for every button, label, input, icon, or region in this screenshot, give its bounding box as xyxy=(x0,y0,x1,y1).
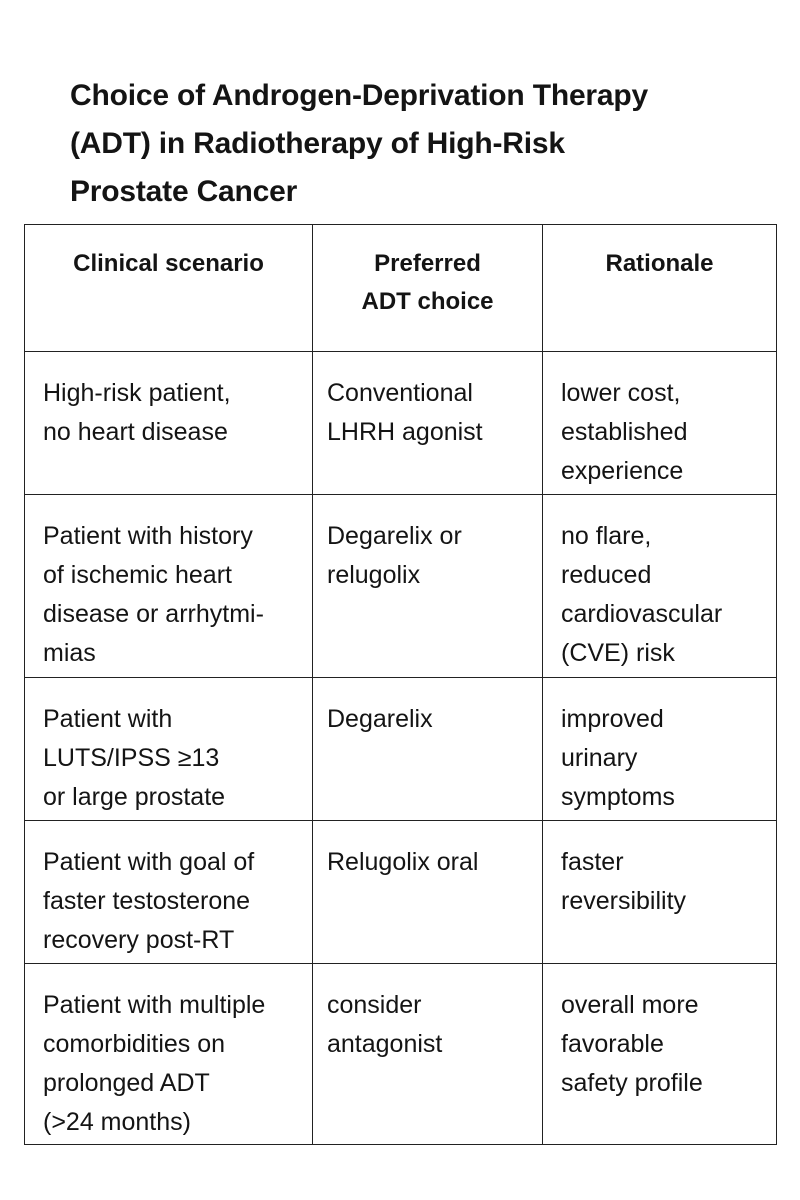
cell-line: (>24 months) xyxy=(43,1108,191,1136)
cell-line: reversibility xyxy=(561,887,687,915)
header-rationale xyxy=(543,225,777,352)
cell-line: disease or arrhytmi- xyxy=(43,600,264,628)
cell-line: urinary xyxy=(561,744,638,772)
title-line: Choice of Androgen-Deprivation Therapy xyxy=(70,79,649,112)
scenario-cell xyxy=(25,495,313,678)
page-title xyxy=(70,72,770,216)
table-row xyxy=(25,821,777,964)
rationale-cell xyxy=(543,678,777,821)
cell-line: reduced xyxy=(561,561,652,589)
cell-line: of ischemic heart xyxy=(43,561,232,589)
rationale-cell xyxy=(543,495,777,678)
rationale-cell xyxy=(543,352,777,495)
table-row xyxy=(25,678,777,821)
cell-line: (CVE) risk xyxy=(561,639,675,667)
cell-line: prolonged ADT xyxy=(43,1069,210,1097)
cell-line: antagonist xyxy=(327,1030,443,1058)
cell-line: comorbidities on xyxy=(43,1030,226,1058)
cell-line: symptoms xyxy=(561,783,675,811)
cell-line: Relugolix oral xyxy=(327,848,479,876)
cell-line: LUTS/IPSS ≥13 xyxy=(43,744,220,772)
cell-line: faster xyxy=(561,848,624,876)
adt-choice-cell xyxy=(313,495,543,678)
cell-line: or large prostate xyxy=(43,783,226,811)
cell-line: relugolix xyxy=(327,561,421,589)
cell-line: lower cost, xyxy=(561,379,681,407)
cell-line: Patient with history xyxy=(43,522,253,550)
header-line: ADT choice xyxy=(361,288,494,315)
cell-line: Degarelix or xyxy=(327,522,462,550)
cell-line: consider xyxy=(327,991,422,1019)
header-line: Preferred xyxy=(374,250,481,277)
cell-line: established xyxy=(561,418,688,446)
scenario-cell xyxy=(25,964,313,1145)
table-row xyxy=(25,495,777,678)
header-line: Rationale xyxy=(605,250,714,277)
header-clinical-scenario xyxy=(25,225,313,352)
cell-line: experience xyxy=(561,457,684,485)
adt-choice-table xyxy=(24,224,777,1145)
table-header-row xyxy=(25,225,777,352)
cell-line: overall more xyxy=(561,991,699,1019)
cell-line: improved xyxy=(561,705,664,733)
adt-choice-cell xyxy=(313,678,543,821)
cell-line: recovery post-RT xyxy=(43,926,235,954)
cell-line: mias xyxy=(43,639,96,667)
scenario-cell xyxy=(25,352,313,495)
cell-line: High-risk patient, xyxy=(43,379,231,407)
cell-line: no heart disease xyxy=(43,418,228,446)
title-line: Prostate Cancer xyxy=(70,175,298,208)
rationale-cell xyxy=(543,821,777,964)
cell-line: cardiovascular xyxy=(561,600,723,628)
adt-choice-cell xyxy=(313,964,543,1145)
adt-choice-cell xyxy=(313,352,543,495)
header-line: Clinical scenario xyxy=(73,250,264,277)
cell-line: Degarelix xyxy=(327,705,433,733)
cell-line: faster testosterone xyxy=(43,887,251,915)
cell-line: favorable xyxy=(561,1030,664,1058)
adt-choice-cell xyxy=(313,821,543,964)
rationale-cell xyxy=(543,964,777,1145)
cell-line: no flare, xyxy=(561,522,652,550)
table-row xyxy=(25,352,777,495)
cell-line: LHRH agonist xyxy=(327,418,483,446)
header-preferred-adt-choice xyxy=(313,225,543,352)
cell-line: Patient with multiple xyxy=(43,991,266,1019)
title-line: (ADT) in Radiotherapy of High-Risk xyxy=(70,127,565,160)
cell-line: Conventional xyxy=(327,379,473,407)
cell-line: Patient with xyxy=(43,705,173,733)
scenario-cell xyxy=(25,821,313,964)
table-row xyxy=(25,964,777,1145)
cell-line: Patient with goal of xyxy=(43,848,255,876)
cell-line: safety profile xyxy=(561,1069,703,1097)
scenario-cell xyxy=(25,678,313,821)
